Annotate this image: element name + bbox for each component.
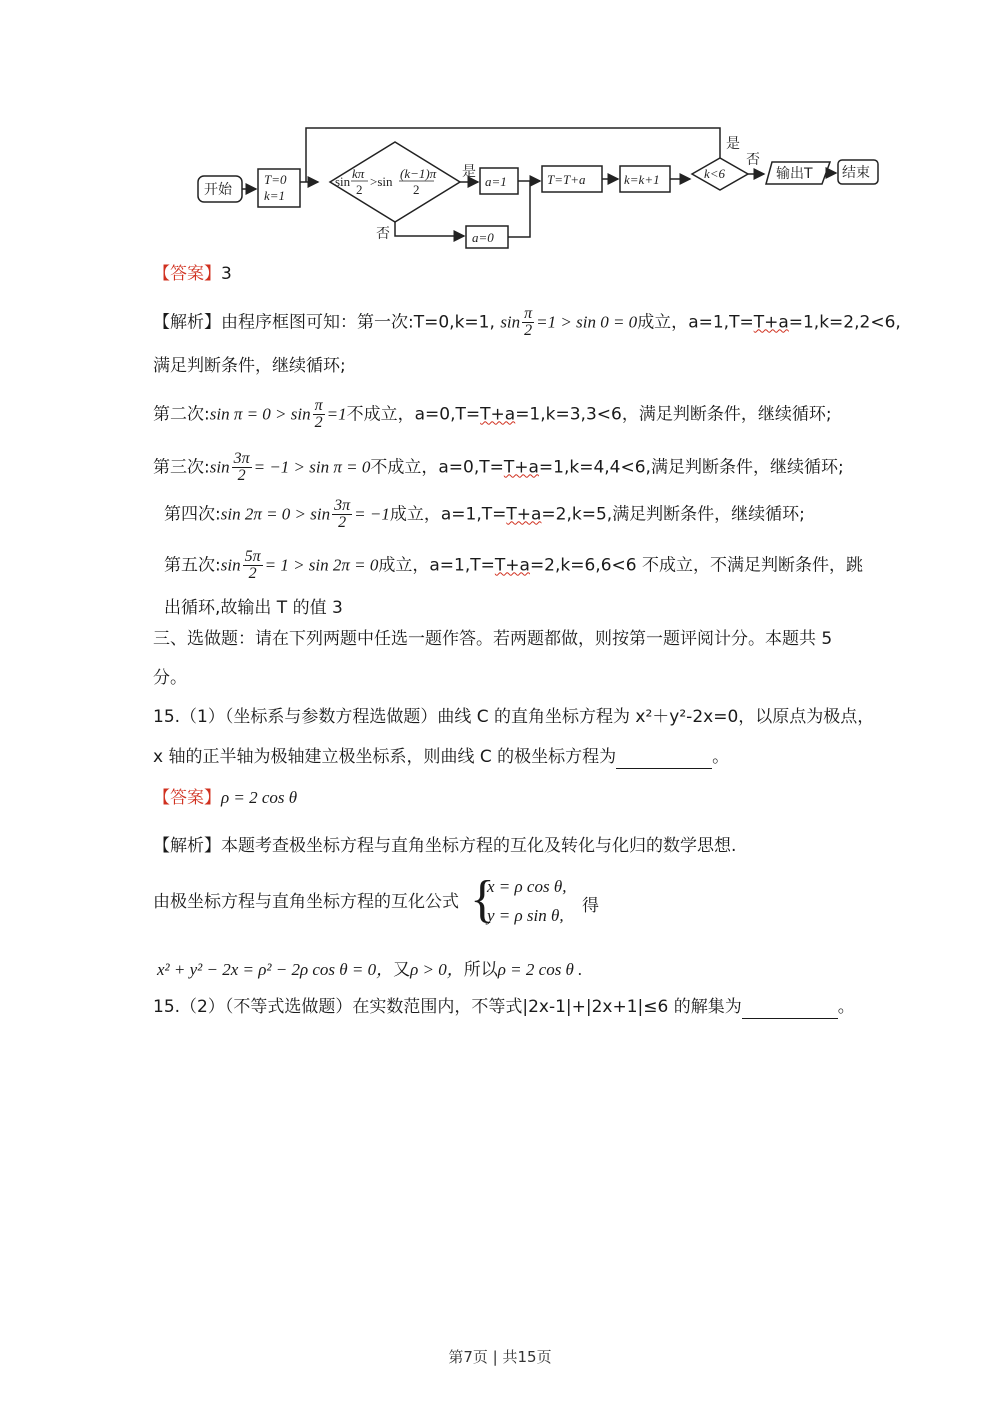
flow-cond-den2: 2 [413,182,420,197]
analysis2-line2 [153,890,459,914]
flow-k6-text: k<6 [704,166,726,181]
analysis1-line3 [153,398,832,431]
analysis2-brace: { [470,871,495,928]
analysis1-l1-b: T=0,k=1, [413,312,495,333]
analysis1-l5-a: 第四次: [164,504,221,525]
analysis1-line7 [164,596,343,620]
analysis1-l1-c: =1 > sin 0 = 0 [536,312,638,332]
analysis1-l6-a: 第五次: [164,555,221,576]
analysis1-l4-d: 不成立， [370,457,439,478]
analysis1-l6-frac: $\frac{5\pi}{2}$ [244,548,261,582]
answer1-line [153,262,232,286]
analysis1-l4-h: 满足判断条件，继续循环; [650,457,844,478]
analysis1-l3-e: a=0,T= [414,404,481,425]
analysis1-l6-b: sin [220,555,241,575]
analysis2-l3-e: ρ = 2 cos θ . [497,960,583,979]
analysis1-l6-g: =2,k=6, [529,555,601,576]
analysis2-label: 【解析】 [153,836,221,856]
analysis1-l4-a: 第三次: [153,457,210,478]
q15-2-blank [742,1000,838,1019]
analysis1-line4 [153,451,844,484]
analysis1-line6 [164,549,863,582]
q15-2-line1 [153,995,855,1019]
answer2-value: ρ = 2 cos θ [221,788,298,807]
analysis1-label: 【解析】 [153,312,221,333]
analysis2-l3-d: 所以 [463,960,498,980]
analysis1-l3-d: 不成立， [346,404,415,425]
flow-no1: 否 [376,226,390,242]
analysis1-l3-b: sin π = 0 > sin [209,404,311,424]
analysis1-l4-frac: $\frac{3\pi}{2}$ [233,450,250,484]
analysis2-line1 [153,834,736,858]
analysis2-line3 [157,958,582,982]
page-footer: 第7页 | 共15页 [448,1348,552,1366]
flow-yes1: 是 [462,164,476,180]
analysis2-sys1: x = ρ cos θ, [487,877,567,896]
analysis1-l4-g: =1,k=4,4<6, [538,457,651,478]
flow-start-text: 开始 [204,182,232,198]
q15-1-l2-end: 。 [712,747,730,767]
analysis1-l4-e: a=0,T= [438,457,504,478]
analysis1-l3-a: 第二次: [153,404,210,425]
section3-l2: 分。 [153,668,187,688]
analysis1-l1-e: a=1,T= [688,312,754,333]
flow-kk1-text: k=k+1 [624,172,660,187]
answer1-value: 3 [221,264,232,284]
flow-no2: 否 [746,152,760,168]
analysis1-l3-frac: $\frac{\pi}{2}$ [314,397,323,431]
flow-a1-text: a=1 [485,174,507,189]
analysis1-line2 [153,354,346,378]
analysis2-sys2: y = ρ sin θ, [487,906,564,925]
analysis2-l3-a: x² + y² − 2x = ρ² − 2ρ cos θ = 0， [157,960,394,979]
analysis1-l5-f: T+a [506,504,542,525]
analysis1-l6-e: a=1,T= [429,555,495,576]
q15-1-line2 [153,745,729,769]
answer2-label: 【答案】 [153,788,221,808]
analysis1-l6-c: = 1 > sin 2π = 0 [264,555,379,575]
q15-1-l1: 15.（1）（坐标系与参数方程选做题）曲线 C 的直角坐标方程为 x²＋y²-2x=0，以原点为极点， [153,707,875,727]
flow-a0-text: a=0 [472,230,494,245]
section3-l1: 三、选做题：请在下列两题中任选一题作答。若两题都做，则按第一题评阅计分。本题共 5 [153,629,833,649]
analysis2-l1: 本题考查极坐标方程与直角坐标方程的互化及转化与化归的数学思想. [221,836,737,856]
analysis1-l6-d: 成立， [378,555,430,576]
flow-cond-num2: (k−1)π [400,166,437,181]
flow-tta-text: T=T+a [547,172,586,187]
analysis1-l3-f: T+a [480,404,516,425]
analysis2-l2: 由极坐标方程与直角坐标方程的互化公式 [153,892,459,912]
analysis1-l6-h: 6<6 不成立，不满足判断条件，跳 [600,555,863,576]
q15-1-l2: x 轴的正半轴为极轴建立极坐标系，则曲线 C 的极坐标方程为 [153,747,617,767]
analysis1-l1-a: 由程序框图可知：第一次: [221,312,414,333]
analysis1-l7: 出循环,故输出 T 的值 3 [164,598,343,618]
answer2-line [153,786,297,810]
flow-cond-den1: 2 [356,182,363,197]
flow-end-text: 结束 [842,165,870,181]
flow-cond-gt: >sin [370,174,393,189]
flow-cond-num1: kπ [352,166,365,181]
flow-cond-sin: sin [335,174,351,189]
analysis1-l5-b: sin 2π = 0 > sin [220,504,331,524]
analysis1-l4-c: = −1 > sin π = 0 [253,457,371,477]
analysis1-l1-f: T+a [753,312,789,333]
analysis1-l5-e: a=1,T= [440,504,507,525]
section3-line1 [153,627,832,651]
analysis1-l4-f: T+a [503,457,539,478]
analysis1-l5-c: = −1 [354,504,390,524]
q15-2-l1: 15.（2）（不等式选做题）在实数范围内，不等式|2x-1|+|2x+1|≤6 的解集为 [153,997,742,1017]
analysis1-line5 [164,498,805,531]
flow-output-text: 输出T [776,166,813,182]
flow-yes2: 是 [726,136,740,152]
q15-1-line1 [153,705,874,729]
analysis1-line1 [153,306,901,339]
analysis2-l3-c: ρ > 0， [410,960,464,979]
analysis1-l1-g: =1,k=2,2<6, [788,312,901,333]
analysis1-l5-d: 成立， [389,504,441,525]
flow-init-k: k=1 [264,188,286,203]
analysis1-l5-h: 满足判断条件，继续循环; [612,504,805,525]
section3-line2 [153,666,187,690]
q15-1-blank [616,750,712,769]
flowchart [190,120,910,255]
analysis2-l3-b: 又 [393,960,411,980]
q15-2-l1-end: 。 [837,997,855,1017]
analysis1-l3-g: =1,k=3,3<6， [515,404,639,425]
analysis1-l6-f: T+a [494,555,530,576]
answer1-label: 【答案】 [153,264,221,284]
analysis1-l2: 满足判断条件，继续循环; [153,356,346,376]
analysis1-l5-g: =2,k=5, [541,504,613,525]
analysis1-l1-d: 成立， [637,312,689,333]
analysis1-l1-frac: $\frac{\pi}{2}$ [524,305,533,339]
analysis1-l3-c: =1 [326,404,347,424]
analysis1-l4-b: sin [209,457,230,477]
analysis1-l5-frac: $\frac{3\pi}{2}$ [334,497,351,531]
analysis1-l3-h: 满足判断条件，继续循环; [638,404,832,425]
flow-init-t: T=0 [264,172,287,187]
analysis2-l2-end: 得 [582,896,599,916]
analysis1-l1-sin: sin [500,312,521,332]
